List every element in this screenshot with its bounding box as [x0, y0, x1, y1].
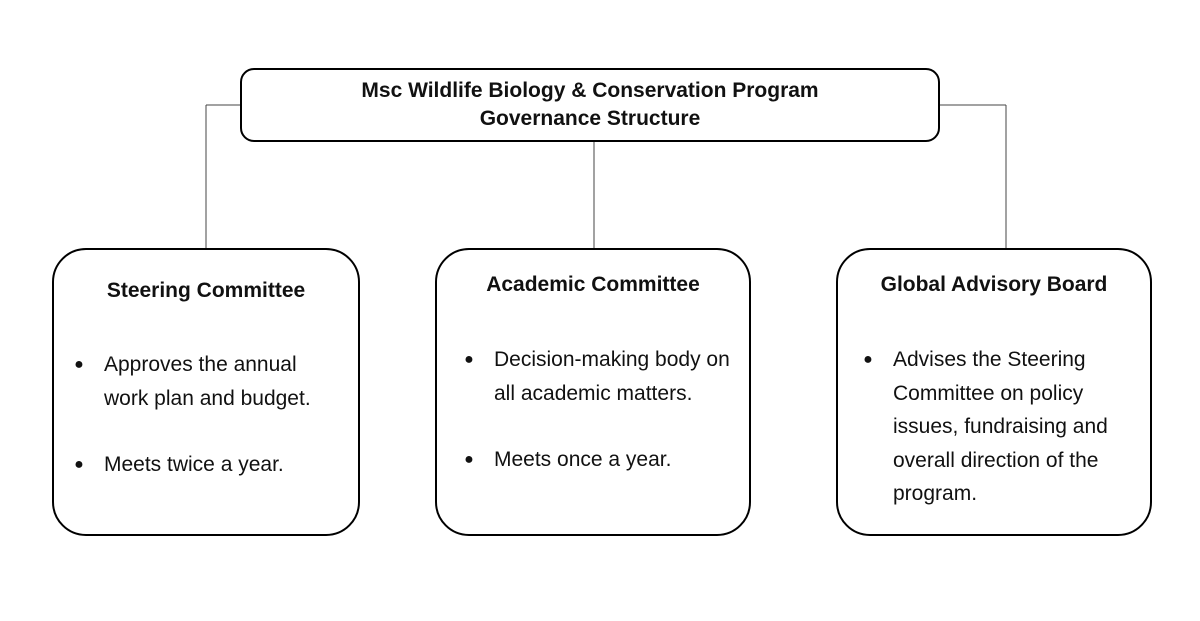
bullet-item	[464, 443, 744, 477]
bullet-dot-icon: ●	[464, 351, 474, 368]
bullet-item	[74, 348, 344, 415]
bullet-dot-icon: ●	[74, 456, 84, 473]
bullet-text: Decision-making body on all academic matters.	[494, 348, 730, 405]
bullet-item	[464, 343, 744, 410]
committee-title: Academic Committee	[486, 273, 700, 296]
bullet-text: Approves the annual work plan and budget.	[104, 353, 311, 410]
global-advisory-board-box	[836, 248, 1152, 536]
program-title-box	[240, 68, 940, 142]
program-title-line-2: Governance Structure	[479, 107, 701, 130]
committee-title: Steering Committee	[106, 279, 306, 302]
committee-title: Global Advisory Board	[880, 273, 1108, 296]
program-title-line-1: Msc Wildlife Biology & Conservation Program	[361, 79, 819, 102]
bullet-dot-icon: ●	[464, 451, 474, 468]
bullet-text: Meets twice a year.	[104, 453, 284, 476]
bullet-list	[74, 348, 344, 482]
bullet-text: Meets once a year.	[494, 448, 672, 471]
bullet-item	[74, 448, 344, 482]
bullet-list	[863, 343, 1138, 511]
bullet-item	[863, 343, 1138, 511]
bullet-dot-icon: ●	[74, 356, 84, 373]
bullet-text: Advises the Steering Committee on policy issues, fundraising and overall direction of the program.	[893, 348, 1108, 505]
steering-committee-box	[52, 248, 360, 536]
academic-committee-box	[435, 248, 751, 536]
bullet-list	[464, 343, 744, 477]
bullet-dot-icon: ●	[863, 351, 873, 368]
